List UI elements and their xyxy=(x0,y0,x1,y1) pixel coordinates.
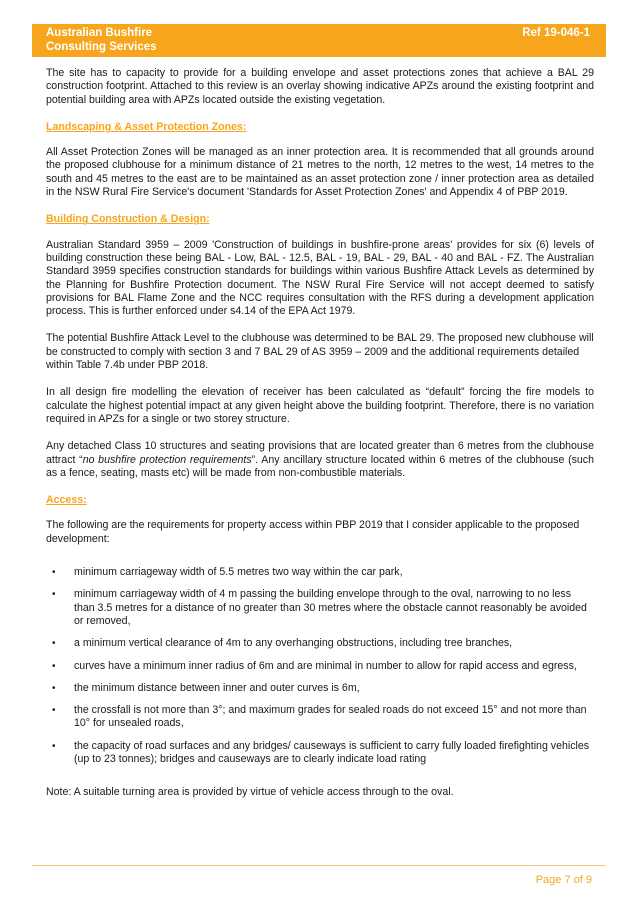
list-item xyxy=(46,740,594,767)
access-note: Note: A suitable turning area is provided by virtue of vehicle access through to the oval. xyxy=(46,786,454,799)
list-item xyxy=(46,704,594,731)
list-item-text: the minimum distance between inner and outer curves is 6m, xyxy=(74,681,360,694)
list-item xyxy=(46,637,594,650)
bullet-icon: • xyxy=(52,682,56,694)
construction-paragraph-4-end: ”. Any ancillary structure located within 6 metres of the clubhouse (such as a fence, seating, masts etc) will be made from non-combustible materials. xyxy=(46,453,594,479)
construction-paragraph-2: The potential Bushfire Attack Level to the clubhouse was determined to be BAL 29. The proposed new clubhouse will be constructed to comply with section 3 and 7 BAL 29 of AS 3959 – 2009 and the additional requirements detailed within Table 7.4b under PBP 2018. xyxy=(46,332,594,372)
list-item xyxy=(46,660,594,673)
company-name-line2: Consulting Services xyxy=(46,40,157,53)
intro-paragraph: The site has to capacity to provide for a building envelope and asset protections zones that achieve a BAL 29 construction footprint. Attached to this review is an overlay showing indicative APZs around the existing footprint and potential building area with APZs located outside the existing vegetation. xyxy=(46,67,594,106)
bullet-icon: • xyxy=(52,589,56,601)
list-item-text: minimum carriageway width of 4 m passing the building envelope through to the oval, narrowing to no less than 3.5 metres for a distance of no greater than 30 metres where the obstacle cannot reasonably be avoided or removed, xyxy=(74,588,587,627)
list-item xyxy=(46,566,594,579)
company-name-line1: Australian Bushfire xyxy=(46,27,153,39)
construction-paragraph-4 xyxy=(46,440,594,480)
document-body xyxy=(46,67,594,814)
bullet-icon: • xyxy=(52,740,56,752)
page-number: Page 7 of 9 xyxy=(535,874,592,886)
bullet-icon: • xyxy=(52,660,56,672)
footer-divider xyxy=(32,865,606,866)
bullet-icon: • xyxy=(52,567,56,579)
company-name xyxy=(46,27,157,54)
landscaping-paragraph: All Asset Protection Zones will be managed as an inner protection area. It is recommended that all grounds around the proposed clubhouse for a minimum distance of 21 metres to the north, 12 metres to the west, 14 metres to the south and 45 metres to the east are to be maintained as an asset protection zone / inner protection area as detailed in the NSW Rural Fire Service's document 'Standards for Asset Protection Zones' and Appendix 4 of PBP 2019. xyxy=(46,146,594,199)
bullet-icon: • xyxy=(52,705,56,717)
construction-paragraph-4-emphasis: no bushfire protection requirements xyxy=(82,453,252,466)
reference-number: Ref 19-046-1 xyxy=(522,27,590,39)
access-intro: The following are the requirements for property access within PBP 2019 that I consider applicable to the proposed development: xyxy=(46,519,580,545)
access-heading: Access: xyxy=(46,494,87,507)
list-item xyxy=(46,682,594,695)
construction-paragraph-3: In all design fire modelling the elevation of receiver has been calculated as “default” forcing the fire models to calculate the highest potential impact at any given height above the building footprint. Therefore, there is no variation required in APZs for a single or two storey structure. xyxy=(46,386,594,425)
list-item-text: the capacity of road surfaces and any bridges/ causeways is sufficient to carry fully loaded firefighting vehicles (up to 23 tonnes); bridges and causeways are to clearly indicate load rating xyxy=(74,739,590,765)
list-item xyxy=(46,588,594,628)
list-item-text: curves have a minimum inner radius of 6m and are minimal in number to allow for rapid access and egress, xyxy=(74,659,577,672)
list-item-text: minimum carriageway width of 5.5 metres two way within the car park, xyxy=(74,566,403,579)
access-requirements-list xyxy=(46,566,594,766)
construction-heading: Building Construction & Design: xyxy=(46,213,210,226)
bullet-icon: • xyxy=(52,638,56,650)
landscaping-heading: Landscaping & Asset Protection Zones: xyxy=(46,120,247,133)
page-header xyxy=(32,24,606,57)
list-item-text: a minimum vertical clearance of 4m to any overhanging obstructions, including tree branches, xyxy=(74,637,513,650)
list-item-text: the crossfall is not more than 3°; and maximum grades for sealed roads do not exceed 15° and not more than 10° for unsealed roads, xyxy=(74,704,587,730)
construction-paragraph-1: Australian Standard 3959 – 2009 'Construction of buildings in bushfire-prone areas' provides for six (6) levels of building construction these being BAL - Low, BAL - 12.5, BAL - 19, BAL - 29, BAL - 40 and BAL - FZ. The Australian Standard 3959 specifies construction standards for buildings within various Bushfire Attack Levels as determined by the Planning for Bushfire Protection document. The NSW Rural Fire Service will not accept deemed to satisfy provisions for BAL Flame Zone and the NCC requires consultation with the RFS during a development application process. This is further enforced under s4.14 of the EPA Act 1979. xyxy=(46,238,594,318)
construction-paragraph-4-start: Any detached Class 10 structures and seating provisions that are located greater than 6 metres from the clubhouse attract “ xyxy=(46,440,594,466)
